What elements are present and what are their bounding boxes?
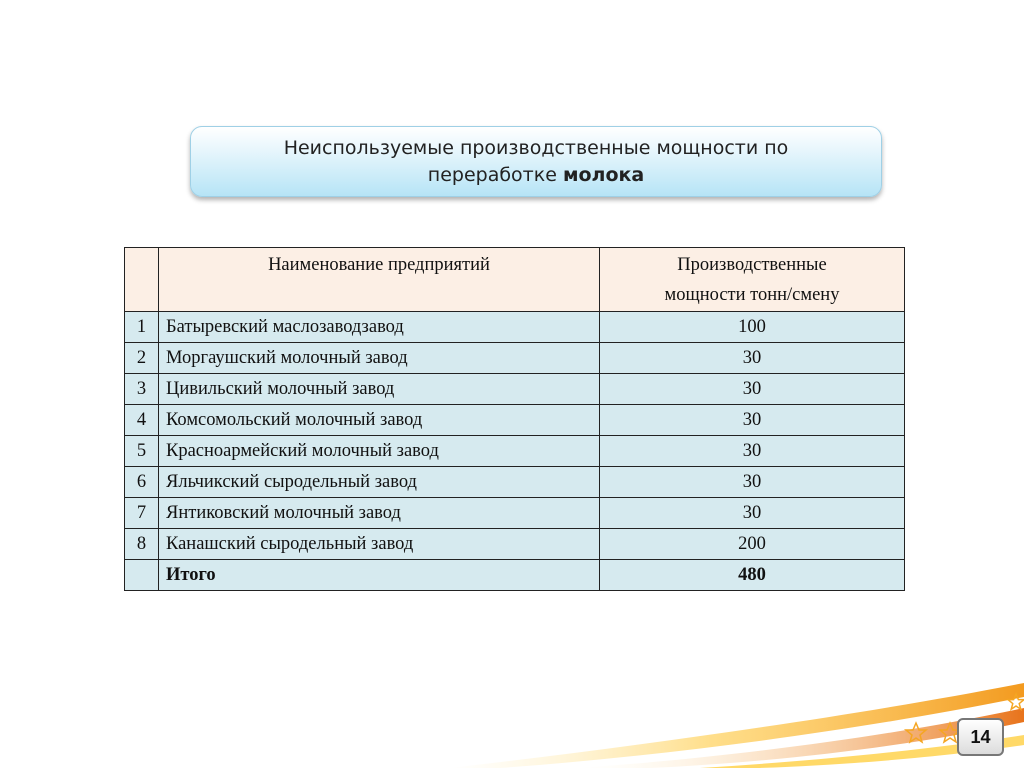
row-num: 8 [125,529,159,560]
row-num: 7 [125,498,159,529]
row-name: Канашский сыродельный завод [159,529,600,560]
header-capacity-line1: Производственные [677,255,827,275]
slide-number-badge: 14 [957,718,1004,756]
total-label: Итого [159,560,600,591]
row-name: Яльчикский сыродельный завод [159,467,600,498]
header-capacity-line2: мощности тонн/смену [664,285,840,305]
row-name: Янтиковский молочный завод [159,498,600,529]
title-line-2-plain: переработке [427,163,557,186]
row-value: 30 [600,405,905,436]
row-name: Моргаушский молочный завод [159,343,600,374]
row-value: 30 [600,343,905,374]
row-value: 200 [600,529,905,560]
total-value: 480 [600,560,905,591]
title-line-1: Неиспользуемые производственные мощности по [283,136,789,159]
row-name: Батыревский маслозаводзавод [159,312,600,343]
row-name: Красноармейский молочный завод [159,436,600,467]
row-value: 30 [600,374,905,405]
row-num: 5 [125,436,159,467]
row-value: 30 [600,467,905,498]
row-num: 1 [125,312,159,343]
row-value: 30 [600,436,905,467]
row-num: 4 [125,405,159,436]
header-name: Наименование предприятий [159,248,600,312]
row-num: 6 [125,467,159,498]
row-value: 30 [600,498,905,529]
row-name: Цивильский молочный завод [159,374,600,405]
row-num: 3 [125,374,159,405]
title-line-2-bold: молока [562,163,645,186]
row-num: 2 [125,343,159,374]
row-name: Комсомольский молочный завод [159,405,600,436]
row-value: 100 [600,312,905,343]
